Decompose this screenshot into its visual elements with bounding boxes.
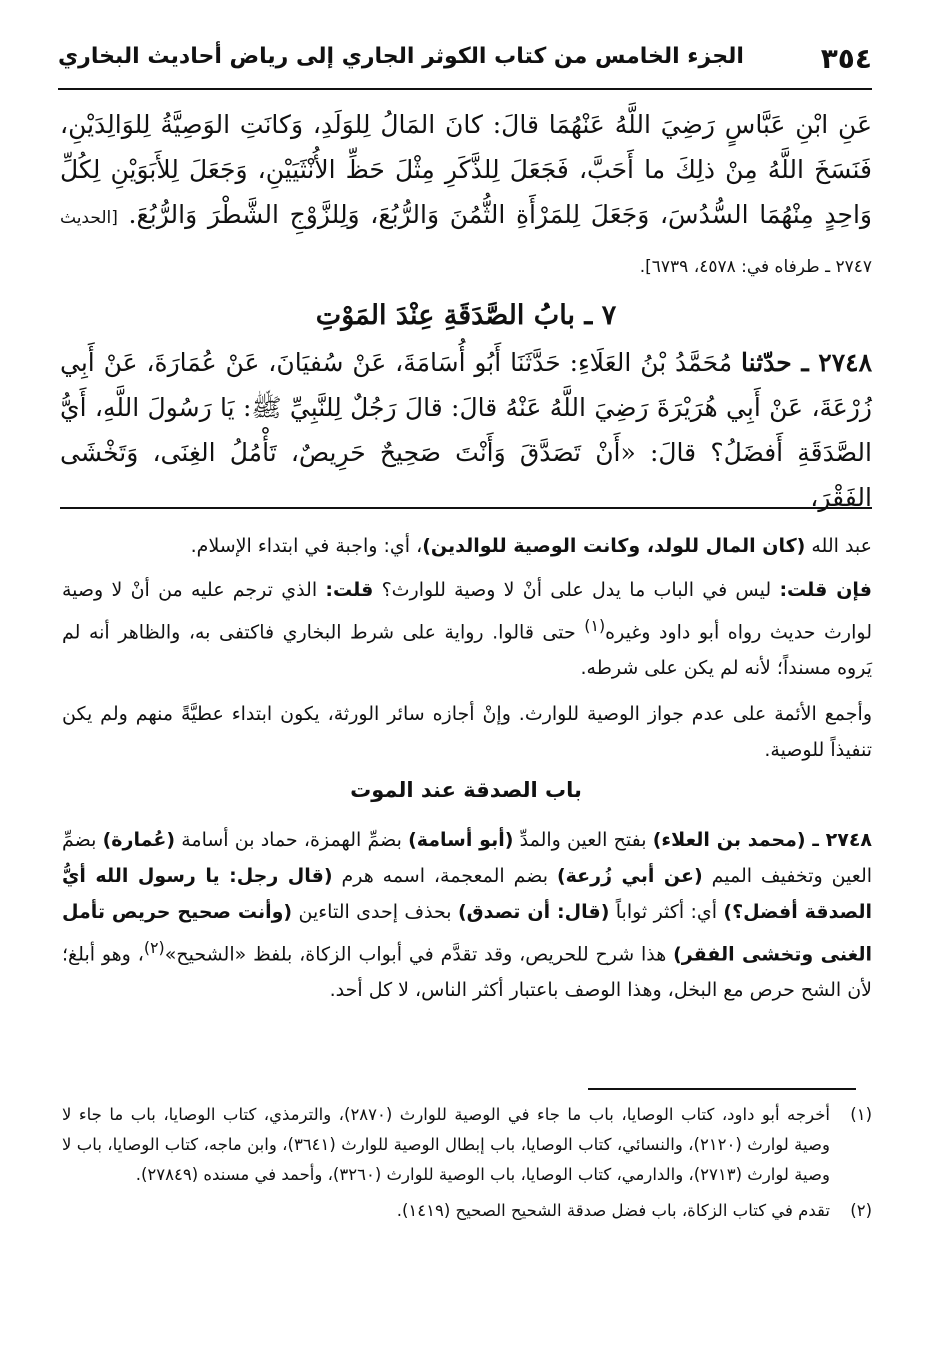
footnote-text: تقدم في كتاب الزكاة، باب فضل صدقة الشحيح الصحيح (١٤١٩). — [396, 1201, 830, 1220]
quoted-text: (قال: أن تصدق) — [457, 901, 610, 923]
footnote — [62, 1100, 872, 1190]
commentary-text: بضمِّ الهمزة، حماد بن أسامة — [181, 829, 402, 851]
hadith-text: مُحَمَّدُ بْنُ العَلَاءِ: حَدَّثَنَا أَبُو أُسَامَةَ، عَنْ سُفيَانَ، عَنْ عُمَارَةَ، عَنْ أَبِي زُرْعَةَ، عَنْ أَبِي هُرَيْرَةَ رَضِيَ اللَّهُ عَنْهُ قالَ: قالَ رَجُلٌ لِلنَّبِيِّ ﷺ: يَا رَسُولَ اللَّهِ، أَيُّ الصَّدَقَةِ أَفضَلُ؟ قالَ: «أَنْ تَصَدَّقَ وَأَنْتَ صَحِيحٌ حَرِيصٌ، تَأْمُلُ الغِنَى، وَتَخْشَى الفَقْرَ، — [60, 348, 872, 512]
footnote-number: (١) — [850, 1105, 872, 1124]
commentary-paragraph — [62, 528, 872, 564]
page-header — [58, 38, 872, 82]
commentary-text: ليس في الباب ما يدل على أنْ لا وصية للوارث؟ — [381, 579, 772, 601]
commentary-text: بضمِّ العين وتخفيف الميم — [62, 829, 873, 887]
commentary-paragraph — [62, 572, 872, 686]
hadith-number: ٢٧٤٨ ـ حدّثنا — [741, 348, 873, 377]
commentary-text: أي: أكثر ثواباً — [615, 901, 718, 923]
footnote — [62, 1196, 872, 1226]
commentary-paragraph — [62, 696, 872, 768]
page-number: ٣٥٤ — [820, 42, 872, 75]
commentary-text: وأجمع الأئمة على عدم جواز الوصية للوارث. وإنْ أجازه سائر الورثة، يكون ابتداء عطيَّةً منهم ولم يكن تنفيذاً للوصية. — [62, 703, 872, 761]
footnote-ref[interactable]: (٢) — [143, 938, 165, 957]
quoted-text: (عُمارة) — [102, 829, 175, 851]
commentary-text: عبد الله — [811, 535, 872, 557]
quoted-text: (عن أبي زُرعة) — [556, 865, 703, 887]
commentary-text: بحذف إحدى التاءين — [298, 901, 452, 923]
footnote-ref[interactable]: (١) — [584, 616, 606, 635]
commentary-text: ، وهو أبلغ؛ لأن الشح حرص مع البخل، وهذا الوصف باعتبار أكثر الناس، لا كل أحد. — [62, 943, 872, 1002]
question-label: فإن قلت: — [779, 579, 872, 601]
commentary-text: الذي ترجم عليه من أنْ لا وصية لوارث حديث رواه أبو داود وغيره — [62, 579, 872, 644]
commentary-text: بفتح العين والمدِّ — [519, 829, 647, 851]
hadith-2748 — [60, 340, 872, 520]
section-divider — [60, 507, 872, 509]
hadith-2747 — [60, 102, 872, 290]
commentary-text: بضم المعجمة، اسمه هرم — [341, 865, 549, 887]
footnote-number: (٢) — [850, 1201, 872, 1220]
quoted-text: ٢٧٤٨ ـ (محمد بن العلاء) — [652, 829, 873, 851]
quoted-text: (وأنت صحيح حريص تأمل الغنى وتخشى الفقر) — [62, 901, 872, 966]
commentary-paragraph — [62, 822, 872, 1008]
hadith-text: عَنِ ابْنِ عَبَّاسٍ رَضِيَ اللَّهُ عَنْهُمَا قالَ: كانَ المَالُ لِلوَلَدِ، وَكانَتِ الوَصِيَّةُ لِلوَالِدَيْنِ، فَنَسَخَ اللَّهُ مِنْ ذلِكَ ما أَحَبَّ، فَجَعَلَ لِلذَّكَرِ مِثْلَ حَظِّ الأُنْثَيَيْنِ، وَجَعَلَ لِلأَبَوَيْنِ لِكُلِّ وَاحِدٍ مِنْهُمَا السُّدُسَ، وَجَعَلَ لِلمَرْأَةِ الثُّمُنَ وَالرُّبُعَ، وَلِلزَّوْجِ الشَّطْرَ وَالرُّبُعَ. — [60, 110, 872, 229]
footnotes — [62, 1100, 872, 1232]
commentary-text: ، أي: واجبة في ابتداء الإسلام. — [190, 535, 423, 557]
chapter-heading: ٧ ـ بابُ الصَّدَقَةِ عِنْدَ المَوْتِ — [315, 300, 617, 331]
header-rule — [58, 88, 872, 90]
hadith-reference: [الحديث ٢٧٤٧ ـ طرفاه في: ٤٥٧٨، ٦٧٣٩]. — [60, 208, 872, 277]
quoted-text: (أبو أسامة) — [408, 829, 514, 851]
running-title: الجزء الخامس من كتاب الكوثر الجاري إلى رياض أحاديث البخاري — [58, 44, 744, 69]
quoted-text: (كان المال للولد، وكانت الوصية للوالدين) — [422, 535, 806, 557]
commentary-text: هذا شرح للحريص، وقد تقدَّم في أبواب الزكاة، بلفظ «الشحيح» — [164, 943, 667, 966]
footnote-text: أخرجه أبو داود، كتاب الوصايا، باب ما جاء في الوصية للوارث (٢٨٧٠)، والترمذي، كتاب الوصايا، باب ما جاء لا وصية لوارث (٢١٢٠)، والنسائي، كتاب الوصايا، باب إبطال الوصية للوارث (٣٦٤١)، وابن ماجه، كتاب الوصايا، باب لا وصية لوارث (٢٧١٣)، والدارمي، كتاب الوصايا، باب الوصية للوارث (٣٢٦٠)، وأحمد في مسنده (٢٧٨٤٩). — [62, 1105, 830, 1184]
commentary-text: حتى قالوا. رواية على شرط البخاري فاكتفى به، والظاهر أنه لم يَروه مسنداً؛ لأنه لم يكن على شرطه. — [62, 621, 872, 680]
answer-label: قلت: — [325, 579, 374, 601]
quoted-text: (قال رجل: يا رسول الله أيُّ الصدقة أفضل؟) — [62, 865, 872, 923]
footnote-rule — [588, 1088, 856, 1090]
commentary-heading: باب الصدقة عند الموت — [350, 778, 582, 802]
